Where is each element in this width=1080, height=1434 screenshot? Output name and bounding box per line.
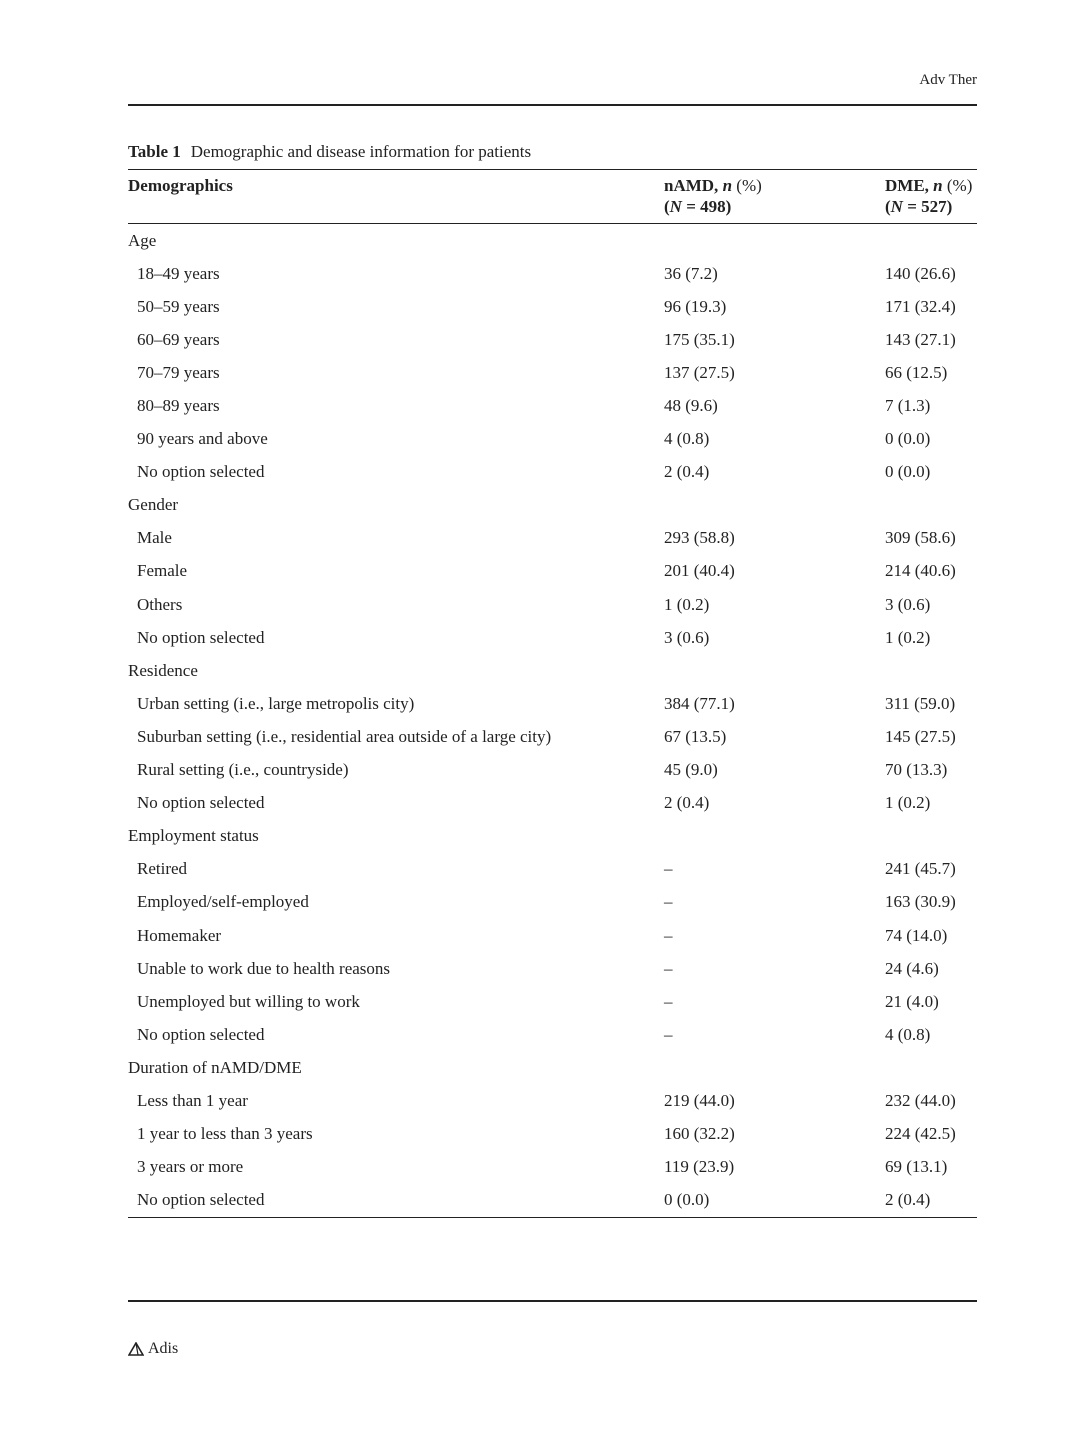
table-row bbox=[128, 621, 977, 654]
section-label: Age bbox=[128, 230, 157, 250]
dme-value: 7 (1.3) bbox=[885, 396, 931, 416]
section-label: Gender bbox=[128, 495, 179, 515]
row-label: No option selected bbox=[137, 1190, 265, 1210]
dme-value: 241 (45.7) bbox=[885, 859, 956, 879]
namd-value: – bbox=[664, 958, 673, 978]
row-label: 60–69 years bbox=[137, 329, 220, 349]
header-rule bbox=[128, 104, 977, 106]
table-row bbox=[128, 555, 977, 588]
table-row bbox=[128, 687, 977, 720]
namd-value: 175 (35.1) bbox=[664, 329, 735, 349]
dme-value: 2 (0.4) bbox=[885, 1190, 931, 1210]
namd-value: 219 (44.0) bbox=[664, 1090, 735, 1110]
row-label: Rural setting (i.e., countryside) bbox=[137, 760, 349, 780]
dme-value: 214 (40.6) bbox=[885, 561, 956, 581]
namd-value: – bbox=[664, 925, 673, 945]
section-label: Employment status bbox=[128, 826, 259, 846]
dme-value: 70 (13.3) bbox=[885, 760, 948, 780]
dme-value: 0 (0.0) bbox=[885, 462, 931, 482]
table-row bbox=[128, 389, 977, 422]
table-row bbox=[128, 1184, 977, 1218]
dme-value: 311 (59.0) bbox=[885, 693, 956, 713]
namd-value: 384 (77.1) bbox=[664, 693, 735, 713]
row-label: 1 year to less than 3 years bbox=[137, 1124, 313, 1144]
section-label: Duration of nAMD/DME bbox=[128, 1057, 302, 1077]
table-row bbox=[128, 588, 977, 621]
table-row bbox=[128, 456, 977, 489]
namd-value: – bbox=[664, 859, 673, 879]
dme-value: 3 (0.6) bbox=[885, 594, 931, 614]
row-label: Less than 1 year bbox=[137, 1090, 248, 1110]
row-label: Employed/self-employed bbox=[137, 892, 309, 912]
dme-value: 171 (32.4) bbox=[885, 296, 956, 316]
namd-value: 3 (0.6) bbox=[664, 627, 710, 647]
dme-value: 66 (12.5) bbox=[885, 362, 948, 382]
table-row bbox=[128, 952, 977, 985]
publisher-footer bbox=[128, 1340, 178, 1358]
dme-value: 0 (0.0) bbox=[885, 429, 931, 449]
dme-value: 224 (42.5) bbox=[885, 1124, 956, 1144]
table-section-row bbox=[128, 1051, 977, 1084]
table-row bbox=[128, 919, 977, 952]
dme-value: 163 (30.9) bbox=[885, 892, 956, 912]
namd-value: – bbox=[664, 1024, 673, 1044]
dme-value: 145 (27.5) bbox=[885, 726, 956, 746]
dme-value: 24 (4.6) bbox=[885, 958, 939, 978]
dme-value: 140 (26.6) bbox=[885, 263, 956, 283]
header-dme-line1: DME, n (%) bbox=[885, 176, 973, 195]
dme-value: 4 (0.8) bbox=[885, 1024, 931, 1044]
table-row bbox=[128, 787, 977, 820]
header-namd-line1: nAMD, n (%) bbox=[664, 176, 762, 195]
table-row bbox=[128, 853, 977, 886]
table-row bbox=[128, 1084, 977, 1117]
table-section-row bbox=[128, 489, 977, 522]
namd-value: 4 (0.8) bbox=[664, 429, 710, 449]
row-label: 70–79 years bbox=[137, 362, 220, 382]
table-body bbox=[128, 224, 977, 1218]
namd-value: 48 (9.6) bbox=[664, 396, 718, 416]
namd-value: 2 (0.4) bbox=[664, 462, 710, 482]
row-label: 80–89 years bbox=[137, 396, 220, 416]
table-header-row bbox=[128, 170, 977, 224]
table-row bbox=[128, 1118, 977, 1151]
row-label: Unable to work due to health reasons bbox=[137, 958, 391, 978]
table-row bbox=[128, 720, 977, 753]
table-caption bbox=[128, 142, 531, 162]
dme-value: 69 (13.1) bbox=[885, 1157, 948, 1177]
row-label: 18–49 years bbox=[137, 263, 220, 283]
table-section-row bbox=[128, 820, 977, 853]
row-label: Retired bbox=[137, 859, 188, 879]
row-label: Urban setting (i.e., large metropolis city) bbox=[137, 693, 415, 713]
table-caption-text: Demographic and disease information for patients bbox=[190, 142, 532, 161]
namd-value: 160 (32.2) bbox=[664, 1124, 735, 1144]
table-row bbox=[128, 886, 977, 919]
header-dme-line2: (N = 527) bbox=[885, 197, 953, 216]
row-label: No option selected bbox=[137, 627, 265, 647]
journal-running-head: Adv Ther bbox=[919, 72, 977, 88]
header-dme bbox=[885, 170, 977, 224]
table-row bbox=[128, 985, 977, 1018]
dme-value: 143 (27.1) bbox=[885, 329, 956, 349]
adis-triangle-icon bbox=[128, 1342, 144, 1356]
row-label: 50–59 years bbox=[137, 296, 220, 316]
row-label: No option selected bbox=[137, 1024, 265, 1044]
table-row bbox=[128, 522, 977, 555]
namd-value: 2 (0.4) bbox=[664, 793, 710, 813]
dme-value: 1 (0.2) bbox=[885, 793, 931, 813]
row-label: Unemployed but willing to work bbox=[137, 991, 360, 1011]
publisher-name: Adis bbox=[148, 1340, 179, 1357]
dme-value: 1 (0.2) bbox=[885, 627, 931, 647]
row-label: No option selected bbox=[137, 462, 265, 482]
table-row bbox=[128, 323, 977, 356]
demographics-table bbox=[128, 169, 977, 1218]
table-row bbox=[128, 423, 977, 456]
dme-value: 309 (58.6) bbox=[885, 528, 956, 548]
namd-value: 45 (9.0) bbox=[664, 760, 718, 780]
dme-value: 21 (4.0) bbox=[885, 991, 939, 1011]
namd-value: 293 (58.8) bbox=[664, 528, 735, 548]
table-row bbox=[128, 1151, 977, 1184]
header-namd bbox=[664, 170, 885, 224]
namd-value: – bbox=[664, 991, 673, 1011]
row-label: Male bbox=[137, 528, 172, 548]
row-label: 3 years or more bbox=[137, 1157, 244, 1177]
table-row bbox=[128, 257, 977, 290]
namd-value: 201 (40.4) bbox=[664, 561, 735, 581]
table-section-row bbox=[128, 654, 977, 687]
namd-value: 96 (19.3) bbox=[664, 296, 727, 316]
table-row bbox=[128, 1018, 977, 1051]
table-row bbox=[128, 356, 977, 389]
namd-value: 36 (7.2) bbox=[664, 263, 718, 283]
dme-value: 232 (44.0) bbox=[885, 1090, 956, 1110]
row-label: Female bbox=[137, 561, 188, 581]
table-section-row bbox=[128, 224, 977, 258]
table-caption-label: Table 1 bbox=[128, 142, 181, 161]
row-label: 90 years and above bbox=[137, 429, 268, 449]
namd-value: 1 (0.2) bbox=[664, 594, 710, 614]
row-label: No option selected bbox=[137, 793, 265, 813]
table-row bbox=[128, 754, 977, 787]
row-label: Suburban setting (i.e., residential area outside of a large city) bbox=[137, 726, 552, 746]
header-namd-line2: (N = 498) bbox=[664, 197, 732, 216]
table-row bbox=[128, 290, 977, 323]
namd-value: 137 (27.5) bbox=[664, 362, 735, 382]
header-demographics: Demographics bbox=[128, 176, 233, 195]
dme-value: 74 (14.0) bbox=[885, 925, 948, 945]
footer-rule bbox=[128, 1300, 977, 1302]
section-label: Residence bbox=[128, 660, 198, 680]
row-label: Homemaker bbox=[137, 925, 222, 945]
namd-value: 67 (13.5) bbox=[664, 726, 727, 746]
namd-value: 0 (0.0) bbox=[664, 1190, 710, 1210]
namd-value: – bbox=[664, 892, 673, 912]
namd-value: 119 (23.9) bbox=[664, 1157, 735, 1177]
row-label: Others bbox=[137, 594, 183, 614]
